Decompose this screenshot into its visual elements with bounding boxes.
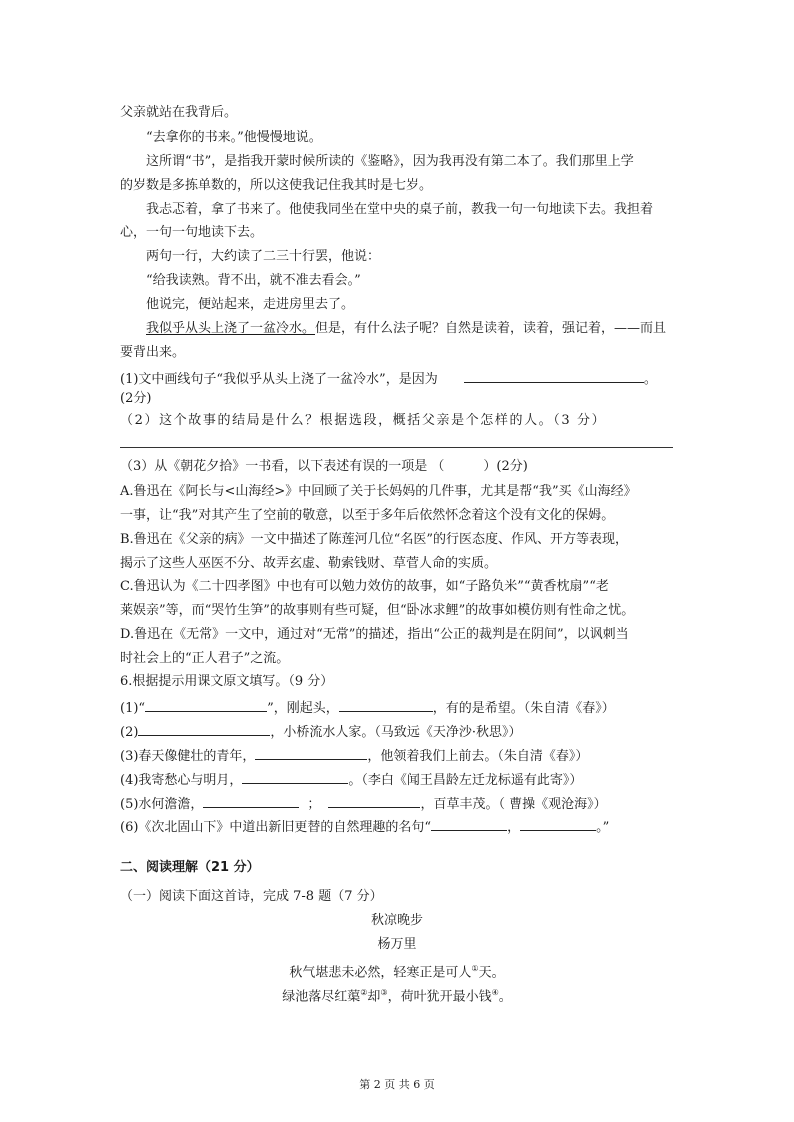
option-b-cont: 揭示了这些人巫医不分、故弄玄虚、勒索钱财、草菅人命的实质。 [120,556,498,571]
poem-text: 绿池落尽红蕖 [282,989,361,1005]
fill-item-1 [120,697,615,718]
section-subheading: （一）阅读下面这首诗，完成 7-8 题（7 分） [120,889,383,904]
passage-line: “去拿你的书来。”他慢慢地说。 [146,130,322,145]
fill-blank[interactable] [520,816,596,831]
option-b: B.鲁迅在《父亲的病》一文中描述了陈莲河几位“名医”的行医态度、作风、开方等表现， [120,532,628,547]
passage-line: 心，一句一句地读下去。 [120,225,264,240]
fill-blank[interactable] [242,769,348,784]
answer-line[interactable] [120,447,673,448]
option-c-cont: 莱娱亲”等，而“哭竹生笋”的故事则有些可疑，但“卧冰求鲤”的故事如模仿则有性命之忧。 [120,603,635,618]
fill-text: (6)《次北固山下》中道出新旧更替的自然理趣的名句“ [120,820,432,835]
option-a-cont: 一事，让“我”对其产生了空前的敬意，以至于多年后依然怀念着这个没有文化的保姆。 [120,508,615,523]
fill-blank[interactable] [203,793,299,808]
fill-text: ， [507,820,521,835]
fill-text: ； [307,797,321,812]
fill-item-3 [120,745,588,766]
underlined-sentence: 我似乎从头上浇了一盆冷水。 [146,321,316,336]
passage-line: 要背出来。 [120,345,186,360]
fill-blank[interactable] [255,745,367,760]
passage-line: 两句一行，大约读了二三十行罢，他说： [146,249,381,264]
option-c: C.鲁迅认为《二十四孝图》中也有可以勉力效仿的故事，如“子路负米”“黄香枕扇”“老 [120,579,609,594]
option-d: D.鲁迅在《无常》一文中，通过对“无常”的描述，指出“公正的裁判是在阴间”，以讽刺当 [120,627,629,642]
passage-line: 这所谓“书”，是指我开蒙时候所读的《鉴略》，因为我再没有第二本了。我们那里上学 [146,154,634,169]
passage-line: 的岁数是多拣单数的，所以这使我记住我其时是七岁。 [120,178,433,193]
footnote-mark: ③ [380,988,388,997]
option-a: A.鲁迅在《阿长与<山海经>》中回顾了关于长妈妈的几件事，尤其是帮“我”买《山海经》 [120,484,637,499]
poem-text: 天。 [478,965,505,981]
poem-author: 杨万里 [377,937,417,952]
poem-text: 却 [367,989,381,1005]
fill-text: ，他领着我们上前去。（朱自清《春》） [367,749,589,764]
option-d-cont: 时社会上的“正人君子”之流。 [120,651,290,666]
passage-line: 他说完，便站起来，走进房里去了。 [146,297,355,312]
fill-blank[interactable] [339,697,433,712]
fill-text: ”，刚起头， [267,701,339,716]
fill-text: (5)水何澹澹， [120,797,204,812]
fill-text: ，小桥流水人家。（马致远《天净沙·秋思》） [270,725,522,740]
question-1-text: (1)文中画线句子“我似乎从头上浇了一盆冷水”，是因为 [120,372,438,387]
fill-blank[interactable] [328,793,420,808]
poem-text: 。 [498,989,512,1005]
poem-line-1 [0,960,794,982]
fill-item-2 [120,721,522,742]
fill-blank[interactable] [431,816,507,831]
question-1 [120,368,657,389]
answer-blank[interactable] [464,368,644,383]
passage-line: 父亲就站在我背后。 [120,105,238,120]
page-number: 第 2 页 共 6 页 [359,1078,435,1091]
fill-item-6 [120,816,609,837]
fill-item-4 [120,769,582,790]
poem-line-2 [0,984,794,1006]
fill-text: (2) [120,725,139,740]
footnote-mark: ② [360,988,368,997]
fill-blank[interactable] [145,697,267,712]
fill-text: (1)“ [120,701,146,716]
footnote-mark: ④ [491,988,499,997]
fill-text: 。（李白《闻王昌龄左迁龙标遥有此寄》） [348,773,583,788]
fill-title: 6.根据提示用课文原文填写。（9 分） [120,674,334,689]
fill-text: 。” [596,820,610,835]
poem-text: ，荷叶犹开最小钱 [387,989,492,1005]
fill-text: ，百草丰茂。（ 曹操《观沧海》） [420,797,607,812]
footnote-mark: ① [471,964,479,973]
poem-title: 秋凉晚步 [370,913,423,928]
section-heading: 二、阅读理解（21 分） [120,860,260,875]
passage-line: “给我读熟。背不出，就不准去看会。” [146,273,361,288]
fill-blank[interactable] [138,721,270,736]
fill-text: (3)春天像健壮的青年， [120,749,256,764]
passage-line: 我忐忑着，拿了书来了。他使我同坐在堂中央的桌子前，教我一句一句地读下去。我担着 [146,202,654,217]
question-3: （3）从《朝花夕拾》一书看，以下表述有误的一项是 （ ）(2分) [120,459,528,474]
question-1-points: (2分) [120,391,152,406]
question-2: （2）这个故事的结局是什么？根据选段，概括父亲是个怎样的人。（3 分） [120,413,607,428]
fill-text: ，有的是希望。（朱自清《春》） [432,701,615,716]
poem-text: 秋气堪悲未必然，轻寒正是可人 [289,965,472,981]
passage-line [146,320,666,338]
question-1-end: 。 [643,372,657,387]
fill-item-5 [120,793,607,814]
fill-text: (4)我寄愁心与明月， [120,773,243,788]
passage-text: 但是，有什么法子呢？自然是读着，读着，强记着，——而且 [315,321,667,336]
